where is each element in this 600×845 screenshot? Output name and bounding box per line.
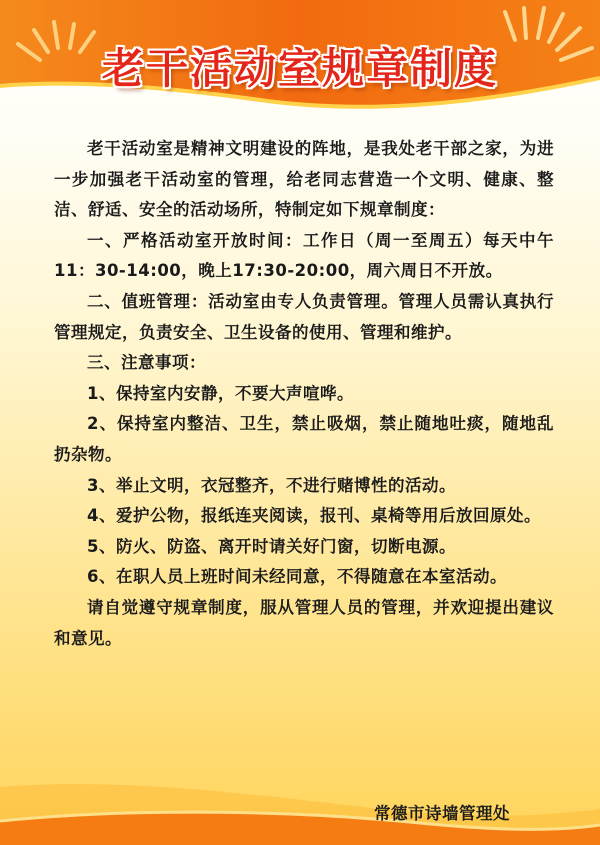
section-notes-heading: 三、注意事项： <box>87 353 206 373</box>
regulation-body <box>54 134 554 654</box>
intro-paragraph: 老干活动室是精神文明建设的阵地，是我处老干部之家，为进一步加强老干活动室的管理，给老同志营造一个文明、健康、整洁、舒适、安全的活动场所，特制定如下规章制度： <box>54 139 554 220</box>
closing-paragraph: 请自觉遵守规章制度，服从管理人员的管理，并欢迎提出建议和意见。 <box>54 597 554 648</box>
issuer-signature: 常德市诗墙管理处 <box>374 804 510 823</box>
section-duty-management: 二、值班管理：活动室由专人负责管理。管理人员需认真执行管理规定，负责安全、卫生设备的使用、管理和维护。 <box>54 291 554 342</box>
notice-item: 1、保持室内安静，不要大声喧哗。 <box>87 383 354 403</box>
notice-item: 5、防火、防盗、离开时请关好门窗，切断电源。 <box>87 536 456 556</box>
notice-item: 2、保持室内整洁、卫生，禁止吸烟，禁止随地吐痰，随地乱扔杂物。 <box>54 414 554 464</box>
notice-item: 3、举止文明，衣冠整齐，不进行赌博性的活动。 <box>87 475 456 495</box>
notice-item: 6、在职人员上班时间未经同意，不得随意在本室活动。 <box>87 567 507 587</box>
section-opening-hours: 一、严格活动室开放时间：工作日（周一至周五）每天中午11：30-14:00，晚上17:30-20:00，周六周日不开放。 <box>54 230 554 281</box>
footer-wave <box>0 765 600 845</box>
page-title: 老干活动室规章制度 <box>101 44 498 93</box>
notice-item: 4、爱护公物，报纸连夹阅读，报刊、桌椅等用后放回原处。 <box>87 506 541 526</box>
